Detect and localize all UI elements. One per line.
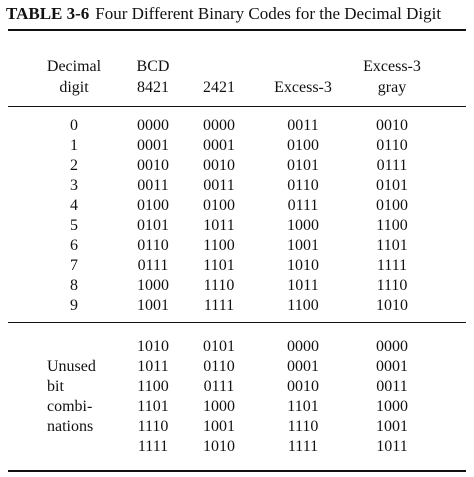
table-cell-decimal: 0 xyxy=(70,117,78,134)
table-cell-excess3gray: 0111 xyxy=(376,157,408,174)
table-cell-excess3: 0101 xyxy=(287,157,319,174)
table-cell-excess3gray: 1111 xyxy=(376,257,408,274)
unused-label-line: combi- xyxy=(47,398,93,415)
header-rule xyxy=(8,106,466,107)
table-cell-bcd: 0101 xyxy=(137,217,169,234)
unused-cell-excess3gray: 0001 xyxy=(376,358,408,375)
unused-cell-c2421: 1010 xyxy=(203,438,235,455)
unused-cell-c2421: 0111 xyxy=(203,378,235,395)
unused-cell-bcd: 1110 xyxy=(137,418,169,435)
table-cell-excess3gray: 0101 xyxy=(376,177,408,194)
table-cell-decimal: 9 xyxy=(70,297,78,314)
table-cell-bcd: 0100 xyxy=(137,197,169,214)
unused-cell-c2421: 1000 xyxy=(203,398,235,415)
column-header-bcd: BCD xyxy=(136,58,170,75)
unused-cell-bcd: 1111 xyxy=(137,438,169,455)
table-cell-c2421: 0100 xyxy=(203,197,235,214)
table-cell-decimal: 1 xyxy=(70,137,78,154)
column-header-decimal: digit xyxy=(59,79,89,96)
top-rule xyxy=(8,29,466,31)
table-cell-excess3: 1100 xyxy=(287,297,319,314)
table-cell-c2421: 1110 xyxy=(203,277,235,294)
unused-cell-c2421: 1001 xyxy=(203,418,235,435)
table-cell-bcd: 1000 xyxy=(137,277,169,294)
table-cell-excess3: 0111 xyxy=(287,197,319,214)
table-cell-c2421: 1111 xyxy=(203,297,235,314)
unused-cell-c2421: 0101 xyxy=(203,338,235,355)
bottom-rule xyxy=(8,470,466,472)
table-cell-c2421: 0000 xyxy=(203,117,235,134)
table-caption-label: TABLE 3-6 xyxy=(6,4,90,23)
unused-cell-excess3: 1101 xyxy=(287,398,319,415)
table-cell-excess3gray: 0100 xyxy=(376,197,408,214)
unused-cell-bcd: 1101 xyxy=(137,398,169,415)
table-cell-excess3gray: 1110 xyxy=(376,277,408,294)
unused-cell-excess3gray: 0011 xyxy=(376,378,408,395)
table-cell-c2421: 1100 xyxy=(203,237,235,254)
table-cell-c2421: 0010 xyxy=(203,157,235,174)
table-cell-c2421: 1011 xyxy=(203,217,235,234)
table-cell-bcd: 0001 xyxy=(137,137,169,154)
unused-cell-excess3: 0001 xyxy=(287,358,319,375)
table-cell-excess3gray: 0010 xyxy=(376,117,408,134)
unused-cell-excess3gray: 0000 xyxy=(376,338,408,355)
unused-label-line: nations xyxy=(47,418,94,435)
table-cell-c2421: 1101 xyxy=(203,257,235,274)
table-cell-c2421: 0011 xyxy=(203,177,235,194)
unused-cell-excess3gray: 1011 xyxy=(376,438,408,455)
column-header-excess3: Excess-3 xyxy=(274,79,332,96)
table-caption-text: Four Different Binary Codes for the Decimal Digit xyxy=(95,4,442,23)
unused-cell-bcd: 1011 xyxy=(137,358,169,375)
table-cell-decimal: 4 xyxy=(70,197,78,214)
table-cell-decimal: 3 xyxy=(70,177,78,194)
unused-cell-bcd: 1100 xyxy=(137,378,169,395)
unused-cell-excess3: 1111 xyxy=(287,438,319,455)
column-header-excess3gray: Excess-3 xyxy=(363,58,421,75)
table-cell-bcd: 0011 xyxy=(137,177,169,194)
column-header-decimal: Decimal xyxy=(46,58,102,75)
table-cell-excess3: 0100 xyxy=(287,137,319,154)
unused-label-line: bit xyxy=(47,378,64,395)
table-cell-bcd: 0111 xyxy=(137,257,169,274)
table-cell-decimal: 2 xyxy=(70,157,78,174)
table-cell-bcd: 0110 xyxy=(137,237,169,254)
unused-label-line: Unused xyxy=(47,358,96,375)
unused-cell-excess3: 0000 xyxy=(287,338,319,355)
unused-cell-excess3: 0010 xyxy=(287,378,319,395)
table-cell-excess3gray: 0110 xyxy=(376,137,408,154)
table-cell-excess3: 0110 xyxy=(287,177,319,194)
table-cell-decimal: 6 xyxy=(70,237,78,254)
table-cell-excess3gray: 1010 xyxy=(376,297,408,314)
table-caption xyxy=(6,4,441,24)
unused-cell-c2421: 0110 xyxy=(203,358,235,375)
unused-cell-excess3: 1110 xyxy=(287,418,319,435)
column-header-c2421: 2421 xyxy=(203,79,235,96)
table-cell-excess3gray: 1101 xyxy=(376,237,408,254)
table-cell-excess3: 1010 xyxy=(287,257,319,274)
column-header-bcd: 8421 xyxy=(137,79,169,96)
unused-cell-bcd: 1010 xyxy=(137,338,169,355)
table-cell-bcd: 1001 xyxy=(137,297,169,314)
table-cell-excess3: 1001 xyxy=(287,237,319,254)
unused-cell-excess3gray: 1001 xyxy=(376,418,408,435)
table-cell-excess3gray: 1100 xyxy=(376,217,408,234)
column-header-excess3gray: gray xyxy=(377,79,407,96)
unused-cell-excess3gray: 1000 xyxy=(376,398,408,415)
table-cell-c2421: 0001 xyxy=(203,137,235,154)
table-cell-bcd: 0010 xyxy=(137,157,169,174)
table-cell-decimal: 8 xyxy=(70,277,78,294)
table-cell-excess3: 1000 xyxy=(287,217,319,234)
table-cell-excess3: 0011 xyxy=(287,117,319,134)
section-rule xyxy=(8,322,466,323)
table-cell-bcd: 0000 xyxy=(137,117,169,134)
table-cell-excess3: 1011 xyxy=(287,277,319,294)
table-cell-decimal: 5 xyxy=(70,217,78,234)
table-cell-decimal: 7 xyxy=(70,257,78,274)
